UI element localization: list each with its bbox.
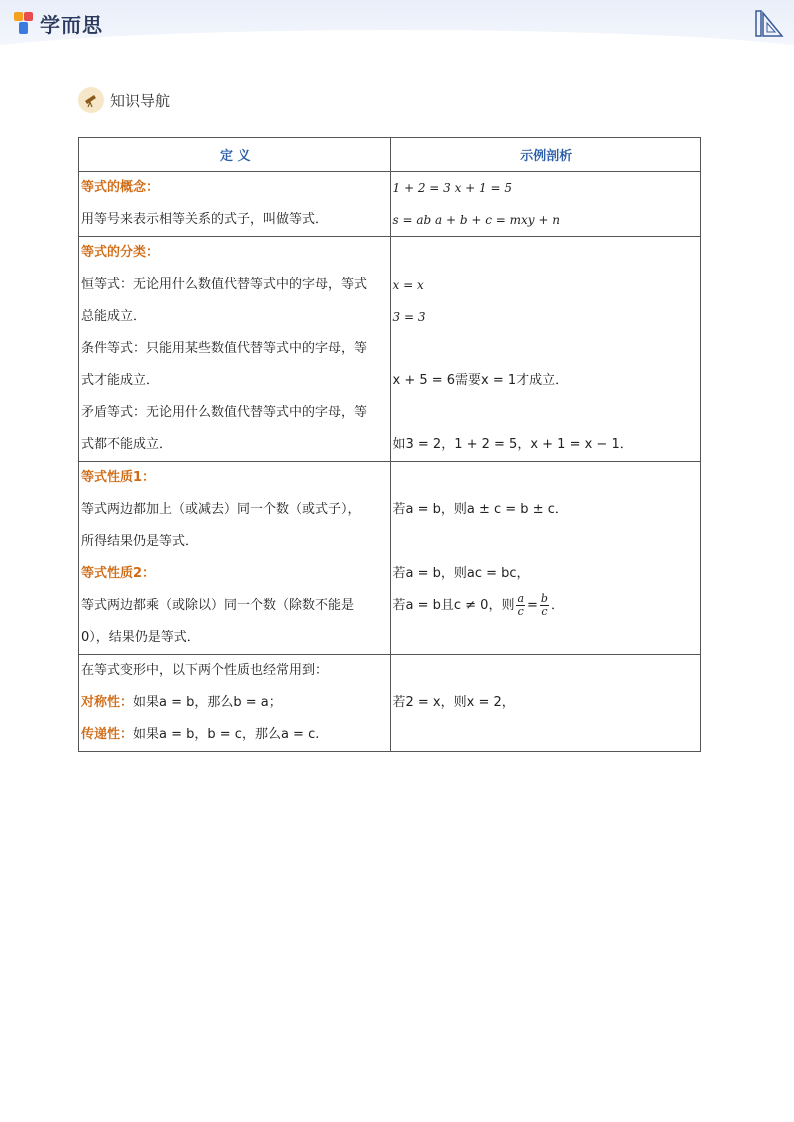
conditional-example: x + 5 = 6需要x = 1才成立． (392, 373, 569, 388)
fraction-example-suffix: ． (550, 598, 564, 613)
transitivity-line (81, 719, 390, 751)
logo-icon (14, 10, 36, 36)
cell-concept-definition (79, 172, 391, 237)
concept-example-1: 1 + 2 = 3 x + 1 = 5 (392, 181, 512, 195)
table-row-properties (79, 462, 701, 655)
section-title: 知识导航 (110, 91, 171, 110)
header-banner (0, 0, 794, 70)
fraction-denominator: c (541, 605, 548, 618)
symmetry-line (81, 687, 390, 719)
other-properties-intro: 在等式变形中，以下两个性质也经常用到： (81, 663, 329, 678)
table-row-concept (79, 172, 701, 237)
fraction-example-prefix: 若a = b且c ≠ 0，则 (392, 598, 515, 613)
table-header-row (79, 138, 701, 172)
classification-line: 式都不能成立． (81, 437, 173, 452)
cell-other-properties-definition (79, 655, 391, 752)
fraction-numerator: b (540, 592, 548, 605)
table-row-classification (79, 237, 701, 462)
fraction-b-over-c (540, 593, 549, 618)
property-1-line: 等式两边都加上（或减去）同一个数（或式子）， (81, 502, 361, 517)
contradiction-example: 如3 = 2，1 + 2 = 5，x + 1 = x − 1． (392, 437, 633, 452)
knowledge-table (78, 137, 701, 752)
banner-curve (0, 30, 794, 90)
brand-name: 学而思 (40, 12, 103, 37)
property-2-title: 等式性质2： (81, 566, 156, 581)
cell-properties-definition (79, 462, 391, 655)
property-2-line: 等式两边都乘（或除以）同一个数（除数不能是 (81, 598, 355, 613)
classification-line: 总能成立． (81, 309, 147, 324)
property-1-line: 所得结果仍是等式． (81, 534, 199, 549)
brand-logo (14, 8, 103, 38)
cell-concept-examples (390, 172, 701, 237)
concept-text: 用等号来表示相等关系的式子，叫做等式． (81, 212, 329, 227)
classification-line: 式才能成立． (81, 373, 160, 388)
property-2-example-1: 若a = b，则ac = bc， (392, 566, 530, 581)
symmetry-example: 若2 = x，则x = 2， (392, 695, 515, 710)
transitivity-text: 如果a = b，b = c，那么a = c. (133, 727, 320, 742)
cell-properties-examples (390, 462, 701, 655)
classification-line: 矛盾等式：无论用什么数值代替等式中的字母，等 (81, 405, 368, 420)
header-examples: 示例剖析 (390, 138, 701, 172)
symmetry-title: 对称性： (81, 695, 134, 710)
property-2-line: 0），结果仍是等式． (81, 630, 200, 645)
fraction-a-over-c (516, 593, 525, 618)
fraction-equals: = (527, 598, 538, 613)
identity-example-2: 3 = 3 (392, 310, 426, 324)
property-1-title: 等式性质1： (81, 470, 156, 485)
fraction-denominator: c (517, 605, 524, 618)
cell-other-properties-examples (390, 655, 701, 752)
cell-classification-examples (390, 237, 701, 462)
classification-line: 条件等式：只能用某些数值代替等式中的字母，等 (81, 341, 368, 356)
cell-classification-definition (79, 237, 391, 462)
section-heading (78, 86, 170, 114)
identity-example-1: x = x (392, 278, 424, 292)
table-row-other-properties (79, 655, 701, 752)
ruler-triangle-icon (754, 8, 784, 38)
transitivity-title: 传递性： (81, 727, 134, 742)
symmetry-text: 如果a = b，那么b = a； (133, 695, 282, 710)
concept-example-2: s = ab a + b + c = mxy + n (392, 213, 560, 227)
telescope-icon (78, 87, 104, 113)
classification-title: 等式的分类： (81, 245, 160, 260)
classification-line: 恒等式：无论用什么数值代替等式中的字母，等式 (81, 277, 368, 292)
header-definition: 定 义 (79, 138, 391, 172)
property-2-example-2 (393, 590, 701, 622)
property-1-example: 若a = b，则a ± c = b ± c． (392, 502, 568, 517)
fraction-numerator: a (517, 592, 525, 605)
concept-title: 等式的概念： (81, 180, 160, 195)
